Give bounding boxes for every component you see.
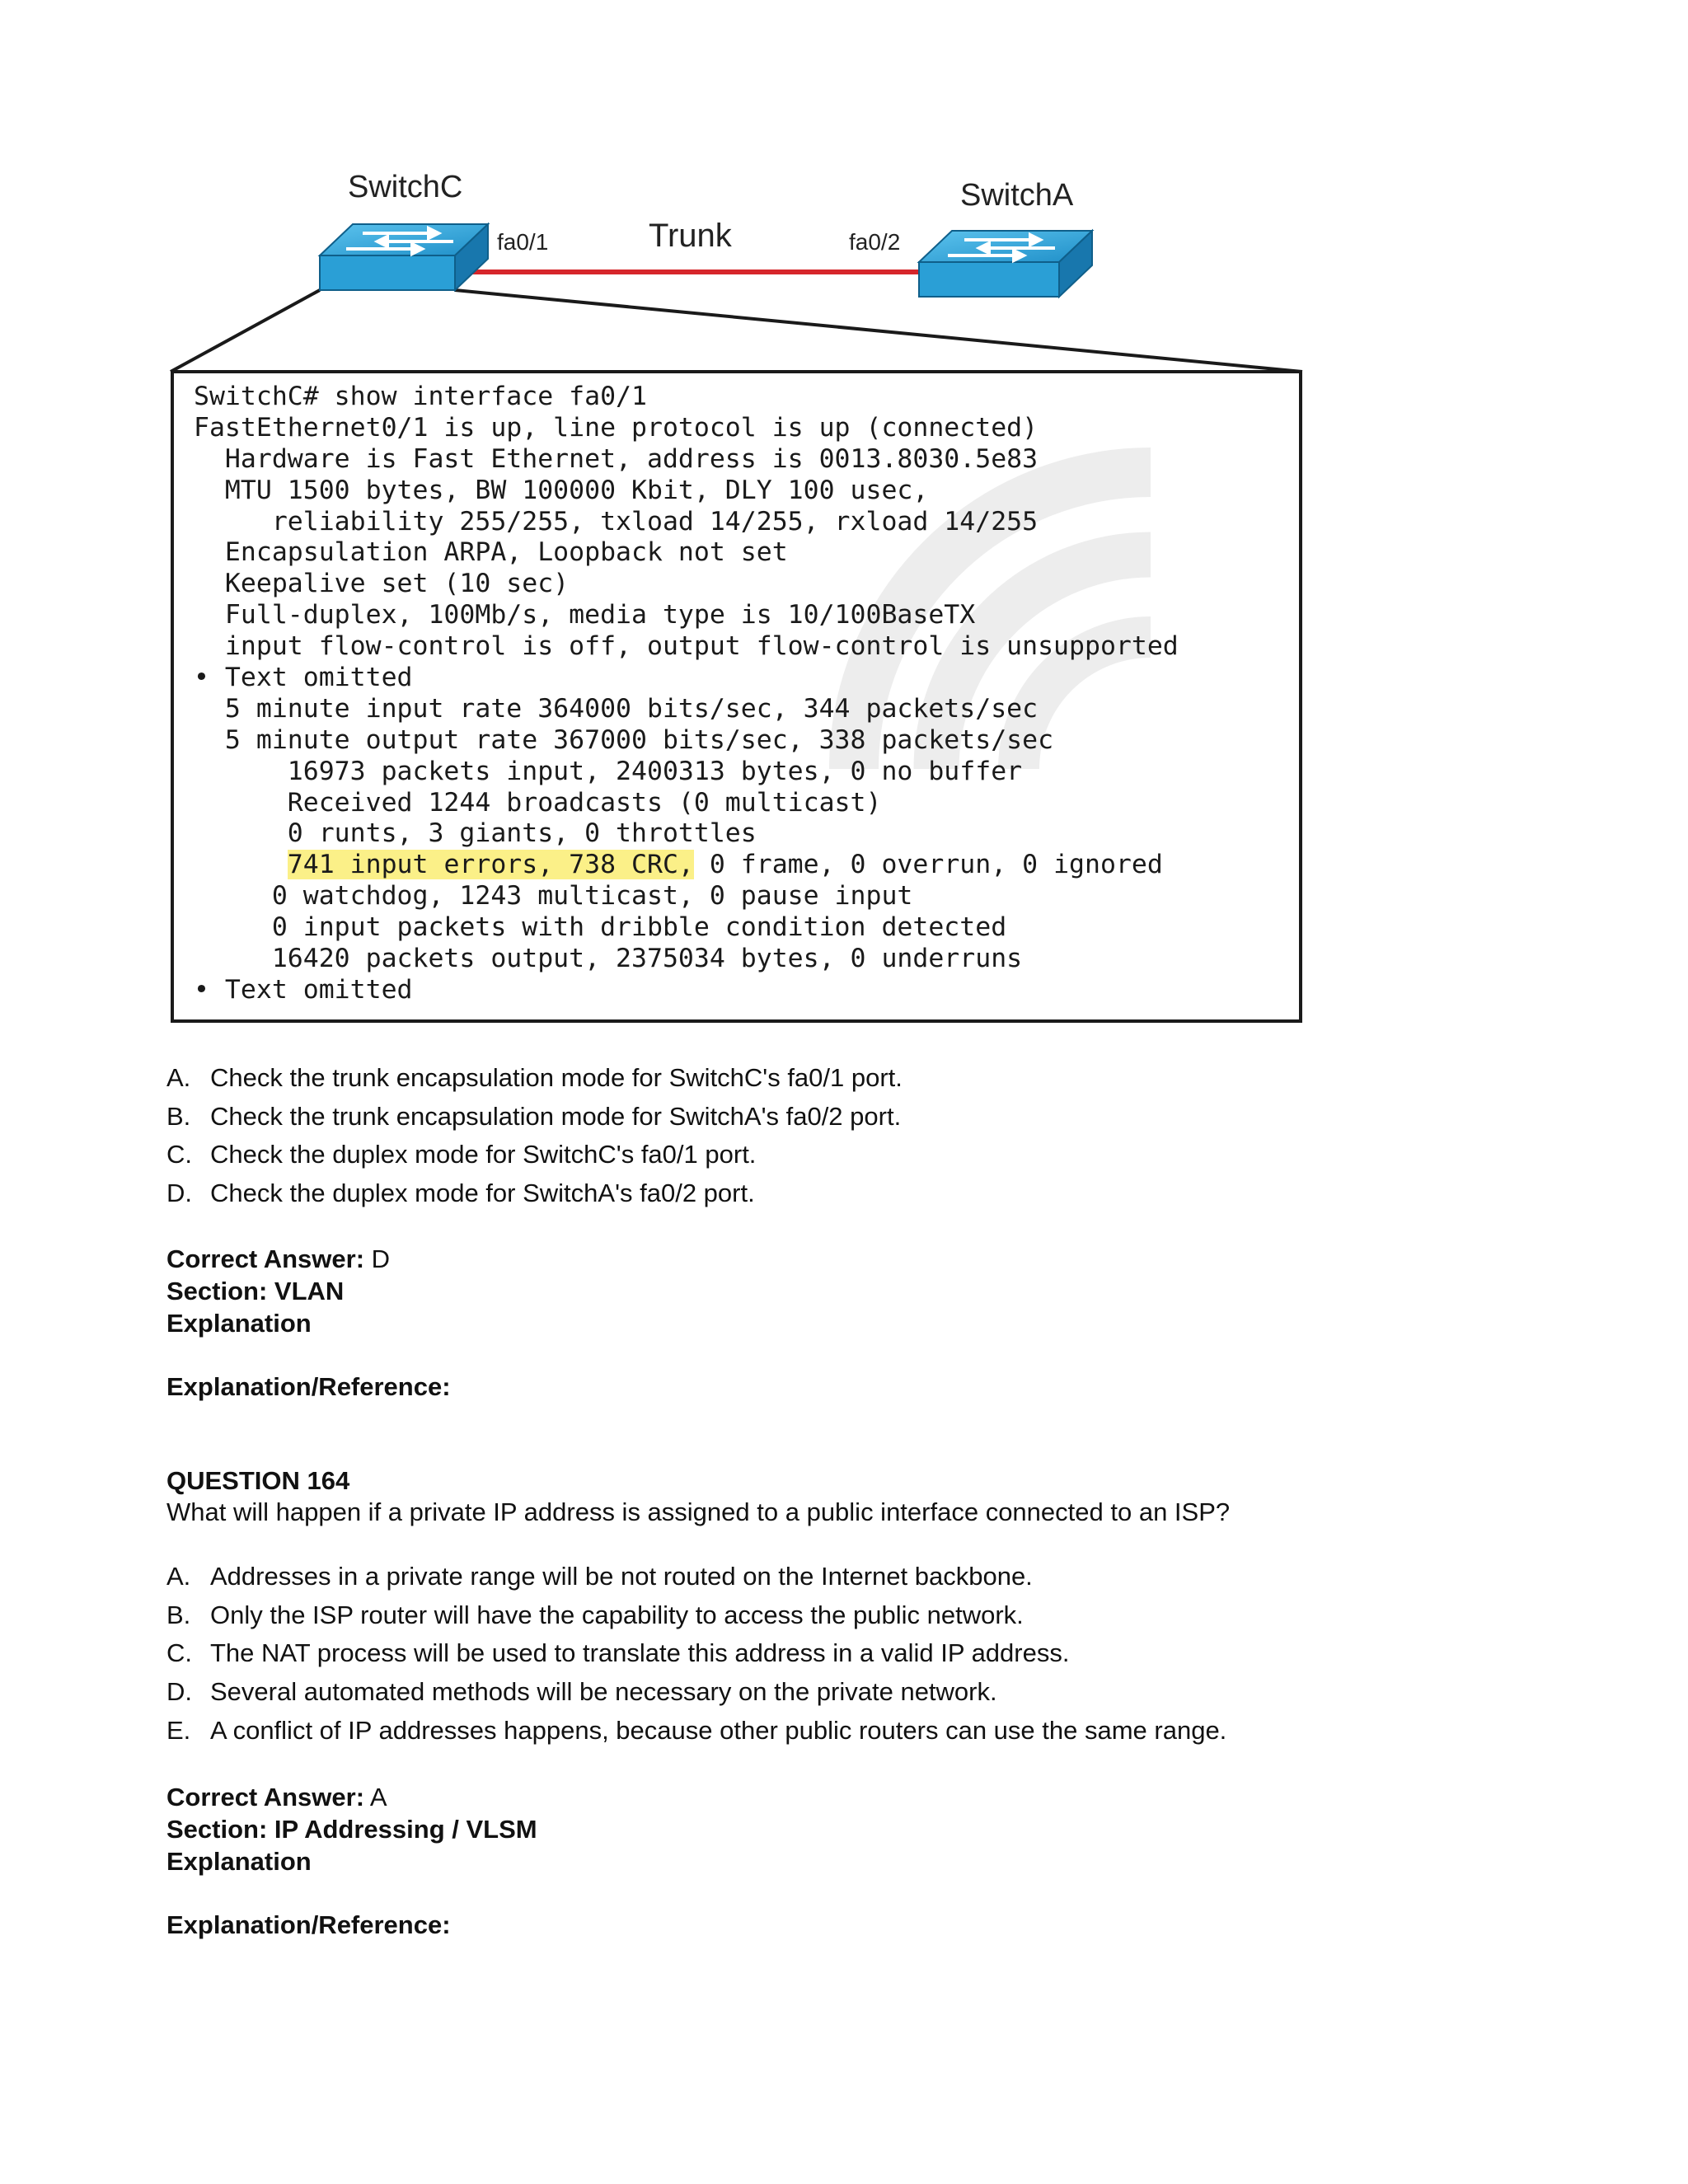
option-letter: B. xyxy=(166,1101,191,1131)
correct-answer-value: D xyxy=(364,1244,391,1273)
option-letter: C. xyxy=(166,1638,192,1668)
q163-section: Section: VLAN xyxy=(166,1277,345,1305)
correct-answer-label: Correct Answer: xyxy=(166,1783,365,1811)
option-letter: A. xyxy=(166,1063,191,1092)
console-line: 16973 packets input, 2400313 bytes, 0 no buffer xyxy=(194,756,1023,786)
q164-correct-answer xyxy=(166,1783,387,1812)
question-text: What will happen if a private IP address is assigned to a public interface connected to an ISP? xyxy=(166,1497,1231,1526)
answer-option xyxy=(166,1638,1069,1668)
console-line: • Text omitted xyxy=(194,663,413,693)
answer-option xyxy=(166,1140,756,1169)
switch-a-label: SwitchA xyxy=(960,178,1074,213)
console-line: 0 input packets with dribble condition detected xyxy=(194,912,1007,943)
port-left-label: fa0/1 xyxy=(497,229,549,255)
console-line-indent xyxy=(194,850,288,879)
option-letter: B. xyxy=(166,1600,191,1629)
q164-explanation-reference: Explanation/Reference: xyxy=(166,1910,451,1939)
console-line: Received 1244 broadcasts (0 multicast) xyxy=(194,787,882,818)
option-text: Check the trunk encapsulation mode for SwitchC's fa0/1 port. xyxy=(210,1063,903,1092)
console-line: Full-duplex, 100Mb/s, media type is 10/100BaseTX xyxy=(194,600,976,630)
q163-explanation: Explanation xyxy=(166,1309,312,1338)
console-line-rest: 0 frame, 0 overrun, 0 ignored xyxy=(693,850,1163,880)
highlighted-errors-text: 741 input errors, 738 CRC, xyxy=(287,850,694,880)
console-line: 0 runts, 3 giants, 0 throttles xyxy=(194,818,757,849)
switch-c-label: SwitchC xyxy=(348,170,463,204)
answer-option xyxy=(166,1677,997,1707)
console-line: SwitchC# show interface fa0/1 xyxy=(194,382,647,411)
console-line: MTU 1500 bytes, BW 100000 Kbit, DLY 100 usec, xyxy=(194,475,929,505)
console-line: 5 minute input rate 364000 bits/sec, 344 packets/sec xyxy=(194,693,1039,724)
q163-explanation-reference: Explanation/Reference: xyxy=(166,1372,451,1401)
answer-option xyxy=(166,1562,1033,1591)
option-letter: C. xyxy=(166,1140,192,1169)
console-line: Keepalive set (10 sec) xyxy=(194,569,570,599)
option-text: A conflict of IP addresses happens, because other public routers can use the same range. xyxy=(210,1715,1227,1745)
console-line: 5 minute output rate 367000 bits/sec, 338 packets/sec xyxy=(194,724,1054,755)
console-line: input flow-control is off, output flow-control is unsupported xyxy=(194,631,1179,662)
console-output-box xyxy=(171,370,1302,1023)
trunk-label: Trunk xyxy=(649,218,732,254)
q163-correct-answer xyxy=(166,1244,390,1274)
console-line: FastEthernet0/1 is up, line protocol is up (connected) xyxy=(194,412,1039,443)
answer-option xyxy=(166,1063,903,1093)
console-line: 0 watchdog, 1243 multicast, 0 pause input xyxy=(194,881,913,912)
option-text: Only the ISP router will have the capability to access the public network. xyxy=(210,1600,1024,1629)
answer-option xyxy=(166,1716,1226,1746)
option-letter: D. xyxy=(166,1677,192,1707)
option-letter: E. xyxy=(166,1715,191,1745)
console-line: Hardware is Fast Ethernet, address is 0013.8030.5e83 xyxy=(194,443,1039,474)
console-line: Encapsulation ARPA, Loopback not set xyxy=(194,537,788,568)
answer-option xyxy=(166,1601,1024,1630)
console-line: reliability 255/255, txload 14/255, rxload 14/255 xyxy=(194,506,1039,537)
switch-c-icon xyxy=(320,224,488,290)
option-letter: D. xyxy=(166,1178,192,1207)
console-line xyxy=(194,850,1179,881)
option-text: Check the duplex mode for SwitchA's fa0/2 port. xyxy=(210,1178,755,1207)
answer-option xyxy=(166,1179,755,1208)
correct-answer-label: Correct Answer: xyxy=(166,1244,365,1273)
zoom-line-right xyxy=(455,290,1302,372)
question-title: QUESTION 164 xyxy=(166,1466,350,1495)
option-text: Check the duplex mode for SwitchC's fa0/1 port. xyxy=(210,1140,757,1169)
option-text: Check the trunk encapsulation mode for SwitchA's fa0/2 port. xyxy=(210,1101,902,1131)
console-line: 16420 packets output, 2375034 bytes, 0 underruns xyxy=(194,944,1023,974)
console-lines xyxy=(194,382,1179,1006)
console-line: • Text omitted xyxy=(194,974,413,1005)
network-figure xyxy=(0,0,1688,1038)
port-right-label: fa0/2 xyxy=(849,229,901,255)
option-text: Several automated methods will be necessary on the private network. xyxy=(210,1677,997,1707)
q164-section: Section: IP Addressing / VLSM xyxy=(166,1815,537,1844)
option-text: The NAT process will be used to translate this address in a valid IP address. xyxy=(210,1638,1070,1668)
option-letter: A. xyxy=(166,1562,191,1591)
switch-a-icon xyxy=(919,231,1092,297)
option-text: Addresses in a private range will be not routed on the Internet backbone. xyxy=(210,1562,1033,1591)
topology-diagram xyxy=(0,0,1688,379)
correct-answer-value: A xyxy=(364,1783,387,1811)
q164-explanation: Explanation xyxy=(166,1847,312,1876)
zoom-line-left xyxy=(171,290,320,372)
answer-option xyxy=(166,1102,901,1132)
